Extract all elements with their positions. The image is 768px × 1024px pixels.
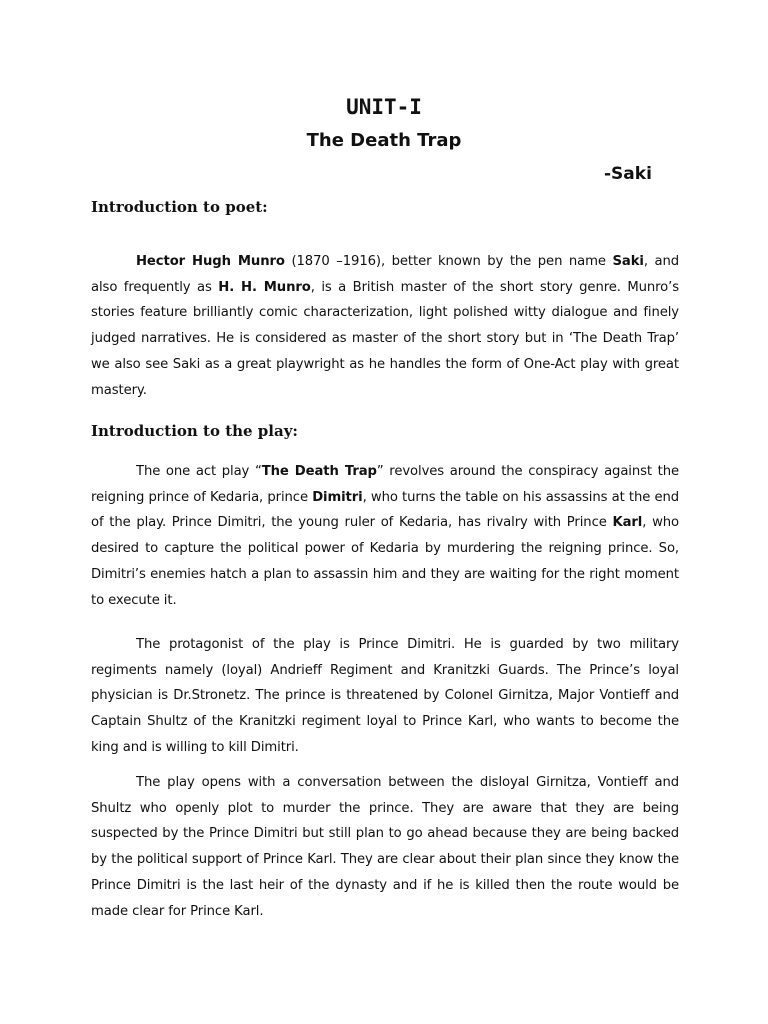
author-name: -Saki (604, 164, 652, 184)
paragraph-poet-intro (91, 249, 679, 403)
text-run: (1870 –1916), better known by the pen name (284, 254, 613, 269)
text-run: The one act play “ (136, 464, 262, 479)
bold-text-run: Dimitri (312, 489, 363, 505)
text-run: , who desired to capture the political power of Kedaria by murdering the reigning prince. So, Dimitri’s enemies hatch a plan to assassin him and they are waiting for the right moment to execute it. (91, 515, 679, 608)
bold-text-run: Hector Hugh Munro (136, 254, 285, 269)
bold-text-run: Saki (612, 254, 644, 269)
bold-text-run: H. H. Munro (218, 279, 311, 295)
paragraph-protagonist (91, 632, 679, 761)
paragraph-play-intro (91, 459, 679, 613)
play-title: The Death Trap (306, 130, 462, 151)
section-heading-play: Introduction to the play: (91, 422, 298, 440)
text-run: ” revolves around the conspiracy against the reigning prince of Kedaria, prince (91, 464, 680, 505)
text-run: The play opens with a conversation between the disloyal Girnitza, Vontieff and Shultz who openly plot to murder the prince. They are aware that they are being suspected by the Prince Dimitri but still plan to go ahead because they are being backed by the political support of Prince Karl. They are clear about their plan since they know the Prince Dimitri is the last heir of the dynasty and if he is killed then the route would be made clear for Prince Karl. (91, 775, 679, 919)
paragraph-play-opening (91, 770, 679, 924)
section-heading-poet: Introduction to poet: (91, 198, 268, 216)
text-run: , and also frequently as (91, 254, 680, 295)
text-run: The protagonist of the play is Prince Dimitri. He is guarded by two military regiments namely (loyal) Andrieff Regiment and Kranitzki Guards. The Prince’s loyal physician is Dr.Stronetz. The prince is threatened by Colonel Girnitza, Major Vontieff and Captain Shultz of the Kranitzki regiment loyal to Prince Karl, who wants to become the king and is willing to kill Dimitri. (91, 637, 679, 755)
text-run: , is a British master of the short story genre. Munro’s stories feature brilliantly comic characterization, light polished witty dialogue and finely judged narratives. He is considered as master of the short story but in ‘The Death Trap’ we also see Saki as a great playwright as he handles the form of One-Act play with great mastery. (91, 279, 679, 398)
bold-text-run: Karl (612, 515, 643, 531)
unit-heading: UNIT-I (346, 95, 422, 119)
text-run: , who turns the table on his assassins at the end of the play. Prince Dimitri, the young ruler of Kedaria, has rivalry with Prince (91, 489, 679, 531)
bold-text-run: The Death Trap (261, 464, 377, 479)
